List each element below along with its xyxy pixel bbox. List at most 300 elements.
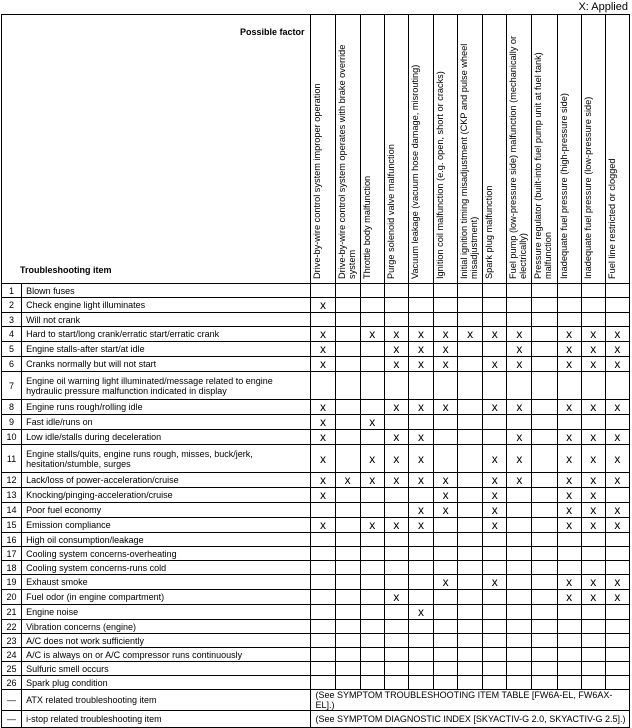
empty-cell bbox=[434, 620, 458, 634]
empty-cell bbox=[408, 575, 433, 590]
table-row bbox=[2, 590, 630, 605]
empty-cell bbox=[581, 648, 605, 662]
empty-cell bbox=[532, 575, 557, 590]
applied-mark: x bbox=[311, 488, 335, 503]
empty-cell bbox=[483, 662, 507, 676]
empty-cell bbox=[311, 284, 335, 298]
empty-cell bbox=[360, 313, 384, 327]
empty-cell bbox=[434, 648, 458, 662]
empty-cell bbox=[434, 561, 458, 575]
row-item: Will not crank bbox=[22, 313, 311, 327]
row-item: A/C does not work sufficiently bbox=[22, 634, 311, 648]
table-row bbox=[2, 662, 630, 676]
factor-column-header: Initial ignition timing misadjustment (CKP and pulse wheel misadjustment) bbox=[458, 15, 483, 284]
empty-cell bbox=[335, 313, 360, 327]
table-row bbox=[2, 342, 630, 357]
applied-mark: x bbox=[507, 430, 532, 445]
empty-cell bbox=[335, 327, 360, 342]
applied-mark: x bbox=[507, 445, 532, 473]
row-number: 26 bbox=[2, 676, 22, 690]
empty-cell bbox=[458, 445, 483, 473]
empty-cell bbox=[483, 533, 507, 547]
applied-mark: x bbox=[605, 445, 629, 473]
row-number: — bbox=[2, 690, 22, 711]
empty-cell bbox=[311, 561, 335, 575]
empty-cell bbox=[434, 430, 458, 445]
empty-cell bbox=[507, 648, 532, 662]
troubleshooting-table bbox=[1, 14, 630, 728]
applied-mark: x bbox=[581, 590, 605, 605]
table-row bbox=[2, 473, 630, 488]
empty-cell bbox=[434, 547, 458, 561]
row-item: ATX related troubleshooting item bbox=[22, 690, 311, 711]
empty-cell bbox=[483, 561, 507, 575]
applied-mark: x bbox=[434, 503, 458, 518]
row-number: 17 bbox=[2, 547, 22, 561]
applied-mark: x bbox=[434, 327, 458, 342]
empty-cell bbox=[311, 676, 335, 690]
empty-cell bbox=[335, 488, 360, 503]
empty-cell bbox=[507, 605, 532, 620]
applied-mark: x bbox=[335, 473, 360, 488]
empty-cell bbox=[335, 284, 360, 298]
empty-cell bbox=[532, 533, 557, 547]
empty-cell bbox=[458, 372, 483, 400]
factor-column-header: Purge solenoid valve malfunction bbox=[384, 15, 408, 284]
empty-cell bbox=[605, 313, 629, 327]
empty-cell bbox=[434, 518, 458, 533]
empty-cell bbox=[408, 372, 433, 400]
empty-cell bbox=[384, 547, 408, 561]
empty-cell bbox=[434, 298, 458, 313]
empty-cell bbox=[483, 547, 507, 561]
empty-cell bbox=[507, 284, 532, 298]
empty-cell bbox=[507, 620, 532, 634]
empty-cell bbox=[335, 620, 360, 634]
empty-cell bbox=[532, 372, 557, 400]
header-row bbox=[2, 15, 630, 284]
applied-mark: x bbox=[311, 445, 335, 473]
empty-cell bbox=[384, 533, 408, 547]
empty-cell bbox=[557, 561, 581, 575]
empty-cell bbox=[557, 662, 581, 676]
applied-mark: x bbox=[408, 473, 433, 488]
row-number: 11 bbox=[2, 445, 22, 473]
empty-cell bbox=[335, 298, 360, 313]
applied-mark: x bbox=[311, 327, 335, 342]
empty-cell bbox=[360, 648, 384, 662]
empty-cell bbox=[458, 430, 483, 445]
empty-cell bbox=[483, 415, 507, 430]
row-number: 13 bbox=[2, 488, 22, 503]
empty-cell bbox=[384, 488, 408, 503]
empty-cell bbox=[605, 488, 629, 503]
applied-mark: x bbox=[483, 518, 507, 533]
row-item: Poor fuel economy bbox=[22, 503, 311, 518]
empty-cell bbox=[605, 634, 629, 648]
empty-cell bbox=[581, 372, 605, 400]
empty-cell bbox=[311, 648, 335, 662]
empty-cell bbox=[335, 372, 360, 400]
empty-cell bbox=[507, 533, 532, 547]
empty-cell bbox=[384, 415, 408, 430]
table-row bbox=[2, 445, 630, 473]
factor-column-header: Fuel pump (low-pressure side) malfunction (mechanically or electrically) bbox=[507, 15, 532, 284]
empty-cell bbox=[408, 676, 433, 690]
applied-mark: x bbox=[557, 430, 581, 445]
row-number: 4 bbox=[2, 327, 22, 342]
empty-cell bbox=[605, 547, 629, 561]
empty-cell bbox=[360, 298, 384, 313]
empty-cell bbox=[335, 575, 360, 590]
empty-cell bbox=[458, 533, 483, 547]
empty-cell bbox=[335, 357, 360, 372]
empty-cell bbox=[532, 561, 557, 575]
empty-cell bbox=[360, 488, 384, 503]
empty-cell bbox=[557, 415, 581, 430]
empty-cell bbox=[483, 620, 507, 634]
empty-cell bbox=[532, 590, 557, 605]
applied-mark: x bbox=[605, 575, 629, 590]
empty-cell bbox=[335, 676, 360, 690]
empty-cell bbox=[532, 634, 557, 648]
empty-cell bbox=[311, 313, 335, 327]
empty-cell bbox=[360, 547, 384, 561]
row-number: 23 bbox=[2, 634, 22, 648]
empty-cell bbox=[384, 662, 408, 676]
row-item: Vibration concerns (engine) bbox=[22, 620, 311, 634]
empty-cell bbox=[581, 313, 605, 327]
applied-mark: x bbox=[557, 503, 581, 518]
empty-cell bbox=[557, 620, 581, 634]
row-number: 1 bbox=[2, 284, 22, 298]
empty-cell bbox=[408, 620, 433, 634]
applied-mark: x bbox=[408, 605, 433, 620]
table-body bbox=[2, 284, 630, 728]
empty-cell bbox=[335, 634, 360, 648]
empty-cell bbox=[507, 488, 532, 503]
empty-cell bbox=[408, 284, 433, 298]
empty-cell bbox=[384, 284, 408, 298]
applied-mark: x bbox=[408, 518, 433, 533]
applied-mark: x bbox=[360, 518, 384, 533]
table-row bbox=[2, 284, 630, 298]
cross-reference-link[interactable]: (See SYMPTOM DIAGNOSTIC INDEX [SKYACTIV-G 2.0, SKYACTIV-G 2.5].) bbox=[311, 711, 630, 728]
row-item: Engine stalls/quits, engine runs rough, misses, buck/jerk, hesitation/stumble, surges bbox=[22, 445, 311, 473]
empty-cell bbox=[557, 298, 581, 313]
empty-cell bbox=[581, 533, 605, 547]
applied-mark: x bbox=[605, 473, 629, 488]
empty-cell bbox=[408, 662, 433, 676]
table-row bbox=[2, 620, 630, 634]
row-item: Knocking/pinging-acceleration/cruise bbox=[22, 488, 311, 503]
empty-cell bbox=[532, 357, 557, 372]
applied-mark: x bbox=[360, 473, 384, 488]
applied-mark: x bbox=[507, 327, 532, 342]
empty-cell bbox=[458, 676, 483, 690]
table-row bbox=[2, 518, 630, 533]
empty-cell bbox=[458, 547, 483, 561]
empty-cell bbox=[507, 415, 532, 430]
factor-column-header: Vacuum leakage (vacuum hose damage, misrouting) bbox=[408, 15, 433, 284]
empty-cell bbox=[384, 503, 408, 518]
header-corner bbox=[2, 15, 311, 284]
applied-mark: x bbox=[581, 342, 605, 357]
empty-cell bbox=[532, 676, 557, 690]
empty-cell bbox=[335, 518, 360, 533]
empty-cell bbox=[532, 400, 557, 415]
row-item: Check engine light illuminates bbox=[22, 298, 311, 313]
empty-cell bbox=[384, 561, 408, 575]
applied-mark: x bbox=[581, 400, 605, 415]
table-row bbox=[2, 648, 630, 662]
empty-cell bbox=[458, 620, 483, 634]
empty-cell bbox=[483, 676, 507, 690]
empty-cell bbox=[311, 547, 335, 561]
empty-cell bbox=[434, 284, 458, 298]
empty-cell bbox=[605, 533, 629, 547]
applied-mark: x bbox=[557, 518, 581, 533]
row-number: 22 bbox=[2, 620, 22, 634]
empty-cell bbox=[557, 634, 581, 648]
empty-cell bbox=[384, 313, 408, 327]
applied-mark: x bbox=[408, 400, 433, 415]
empty-cell bbox=[384, 620, 408, 634]
applied-mark: x bbox=[483, 400, 507, 415]
empty-cell bbox=[408, 648, 433, 662]
empty-cell bbox=[360, 342, 384, 357]
empty-cell bbox=[458, 561, 483, 575]
empty-cell bbox=[335, 445, 360, 473]
applied-mark: x bbox=[605, 357, 629, 372]
row-number: 21 bbox=[2, 605, 22, 620]
empty-cell bbox=[360, 284, 384, 298]
applied-mark: x bbox=[557, 488, 581, 503]
empty-cell bbox=[557, 605, 581, 620]
empty-cell bbox=[605, 620, 629, 634]
empty-cell bbox=[408, 313, 433, 327]
table-row bbox=[2, 676, 630, 690]
empty-cell bbox=[360, 662, 384, 676]
empty-cell bbox=[360, 676, 384, 690]
empty-cell bbox=[483, 605, 507, 620]
empty-cell bbox=[458, 298, 483, 313]
empty-cell bbox=[434, 634, 458, 648]
empty-cell bbox=[384, 605, 408, 620]
row-item: Engine runs rough/rolling idle bbox=[22, 400, 311, 415]
empty-cell bbox=[360, 372, 384, 400]
empty-cell bbox=[434, 372, 458, 400]
empty-cell bbox=[335, 590, 360, 605]
table-row bbox=[2, 313, 630, 327]
empty-cell bbox=[532, 547, 557, 561]
empty-cell bbox=[581, 547, 605, 561]
table-row bbox=[2, 415, 630, 430]
applied-mark: x bbox=[434, 400, 458, 415]
empty-cell bbox=[557, 533, 581, 547]
empty-cell bbox=[335, 415, 360, 430]
row-number: 2 bbox=[2, 298, 22, 313]
row-item: Sulfuric smell occurs bbox=[22, 662, 311, 676]
empty-cell bbox=[483, 430, 507, 445]
row-item: Blown fuses bbox=[22, 284, 311, 298]
applied-mark: x bbox=[483, 327, 507, 342]
table-row bbox=[2, 605, 630, 620]
empty-cell bbox=[605, 372, 629, 400]
row-item: i-stop related troubleshooting item bbox=[22, 711, 311, 728]
applied-mark: x bbox=[507, 400, 532, 415]
empty-cell bbox=[458, 357, 483, 372]
empty-cell bbox=[408, 561, 433, 575]
empty-cell bbox=[434, 662, 458, 676]
applied-mark: x bbox=[384, 473, 408, 488]
empty-cell bbox=[581, 298, 605, 313]
table-row bbox=[2, 488, 630, 503]
applied-mark: x bbox=[311, 298, 335, 313]
applied-mark: x bbox=[483, 503, 507, 518]
empty-cell bbox=[434, 415, 458, 430]
empty-cell bbox=[360, 605, 384, 620]
empty-cell bbox=[532, 430, 557, 445]
empty-cell bbox=[408, 415, 433, 430]
empty-cell bbox=[557, 313, 581, 327]
empty-cell bbox=[458, 342, 483, 357]
row-number: 14 bbox=[2, 503, 22, 518]
applied-mark: x bbox=[384, 327, 408, 342]
factor-column-header: Fuel line restricted or clogged bbox=[605, 15, 629, 284]
empty-cell bbox=[311, 620, 335, 634]
empty-cell bbox=[458, 634, 483, 648]
empty-cell bbox=[483, 284, 507, 298]
applied-mark: x bbox=[384, 342, 408, 357]
empty-cell bbox=[408, 298, 433, 313]
empty-cell bbox=[458, 473, 483, 488]
empty-cell bbox=[532, 648, 557, 662]
empty-cell bbox=[507, 575, 532, 590]
row-item: Cooling system concerns-runs cold bbox=[22, 561, 311, 575]
empty-cell bbox=[605, 284, 629, 298]
empty-cell bbox=[532, 298, 557, 313]
applied-mark: x bbox=[581, 575, 605, 590]
empty-cell bbox=[557, 284, 581, 298]
empty-cell bbox=[581, 662, 605, 676]
applied-mark: x bbox=[581, 445, 605, 473]
applied-mark: x bbox=[605, 503, 629, 518]
empty-cell bbox=[605, 676, 629, 690]
empty-cell bbox=[532, 313, 557, 327]
empty-cell bbox=[458, 313, 483, 327]
applied-mark: x bbox=[311, 357, 335, 372]
empty-cell bbox=[532, 503, 557, 518]
empty-cell bbox=[507, 518, 532, 533]
factor-column-header: Ignition coil malfunction (e.g. open, short or cracks) bbox=[434, 15, 458, 284]
applied-mark: x bbox=[581, 473, 605, 488]
empty-cell bbox=[360, 634, 384, 648]
empty-cell bbox=[507, 298, 532, 313]
empty-cell bbox=[532, 488, 557, 503]
empty-cell bbox=[483, 298, 507, 313]
empty-cell bbox=[311, 575, 335, 590]
empty-cell bbox=[507, 634, 532, 648]
row-number: 16 bbox=[2, 533, 22, 547]
empty-cell bbox=[532, 342, 557, 357]
applied-mark: x bbox=[581, 518, 605, 533]
empty-cell bbox=[458, 662, 483, 676]
row-number: 18 bbox=[2, 561, 22, 575]
row-number: 25 bbox=[2, 662, 22, 676]
possible-factor-label: Possible factor bbox=[239, 27, 305, 37]
empty-cell bbox=[408, 488, 433, 503]
empty-cell bbox=[483, 590, 507, 605]
row-number: 6 bbox=[2, 357, 22, 372]
empty-cell bbox=[532, 620, 557, 634]
empty-cell bbox=[335, 533, 360, 547]
applied-mark: x bbox=[507, 357, 532, 372]
empty-cell bbox=[532, 518, 557, 533]
row-item: Cooling system concerns-overheating bbox=[22, 547, 311, 561]
footer-row bbox=[2, 711, 630, 728]
empty-cell bbox=[384, 372, 408, 400]
empty-cell bbox=[532, 284, 557, 298]
applied-mark: x bbox=[434, 488, 458, 503]
legend-applied: X: Applied bbox=[578, 1, 628, 13]
row-item: Emission compliance bbox=[22, 518, 311, 533]
applied-mark: x bbox=[605, 590, 629, 605]
empty-cell bbox=[335, 662, 360, 676]
row-number: 7 bbox=[2, 372, 22, 400]
applied-mark: x bbox=[557, 400, 581, 415]
row-number: — bbox=[2, 711, 22, 728]
empty-cell bbox=[605, 298, 629, 313]
empty-cell bbox=[507, 590, 532, 605]
row-number: 8 bbox=[2, 400, 22, 415]
empty-cell bbox=[311, 503, 335, 518]
empty-cell bbox=[532, 415, 557, 430]
empty-cell bbox=[581, 605, 605, 620]
row-item: Fast idle/runs on bbox=[22, 415, 311, 430]
row-number: 10 bbox=[2, 430, 22, 445]
empty-cell bbox=[311, 372, 335, 400]
empty-cell bbox=[360, 400, 384, 415]
factor-column-header: Inadequate fuel pressure (high-pressure side) bbox=[557, 15, 581, 284]
empty-cell bbox=[408, 590, 433, 605]
table-row bbox=[2, 400, 630, 415]
table-row bbox=[2, 634, 630, 648]
empty-cell bbox=[458, 648, 483, 662]
empty-cell bbox=[605, 662, 629, 676]
factor-column-header: Inadequate fuel pressure (low-pressure side) bbox=[581, 15, 605, 284]
applied-mark: x bbox=[483, 357, 507, 372]
empty-cell bbox=[384, 575, 408, 590]
empty-cell bbox=[458, 415, 483, 430]
applied-mark: x bbox=[605, 518, 629, 533]
applied-mark: x bbox=[311, 473, 335, 488]
cross-reference-link[interactable]: (See SYMPTOM TROUBLESHOOTING ITEM TABLE [FW6A-EL, FW6AX-EL].) bbox=[311, 690, 630, 711]
empty-cell bbox=[335, 430, 360, 445]
row-item: Engine oil warning light illuminated/message related to engine hydraulic pressure malfunction indicated in display bbox=[22, 372, 311, 400]
row-item: Engine noise bbox=[22, 605, 311, 620]
applied-mark: x bbox=[581, 357, 605, 372]
table-row bbox=[2, 327, 630, 342]
factor-column-header: Pressure regulator (built-into fuel pump unit at fuel tank) malfunction bbox=[532, 15, 557, 284]
row-item: Exhaust smoke bbox=[22, 575, 311, 590]
applied-mark: x bbox=[384, 400, 408, 415]
applied-mark: x bbox=[605, 342, 629, 357]
applied-mark: x bbox=[581, 430, 605, 445]
applied-mark: x bbox=[384, 445, 408, 473]
factor-column-header: Throttle body malfunction bbox=[360, 15, 384, 284]
applied-mark: x bbox=[507, 473, 532, 488]
